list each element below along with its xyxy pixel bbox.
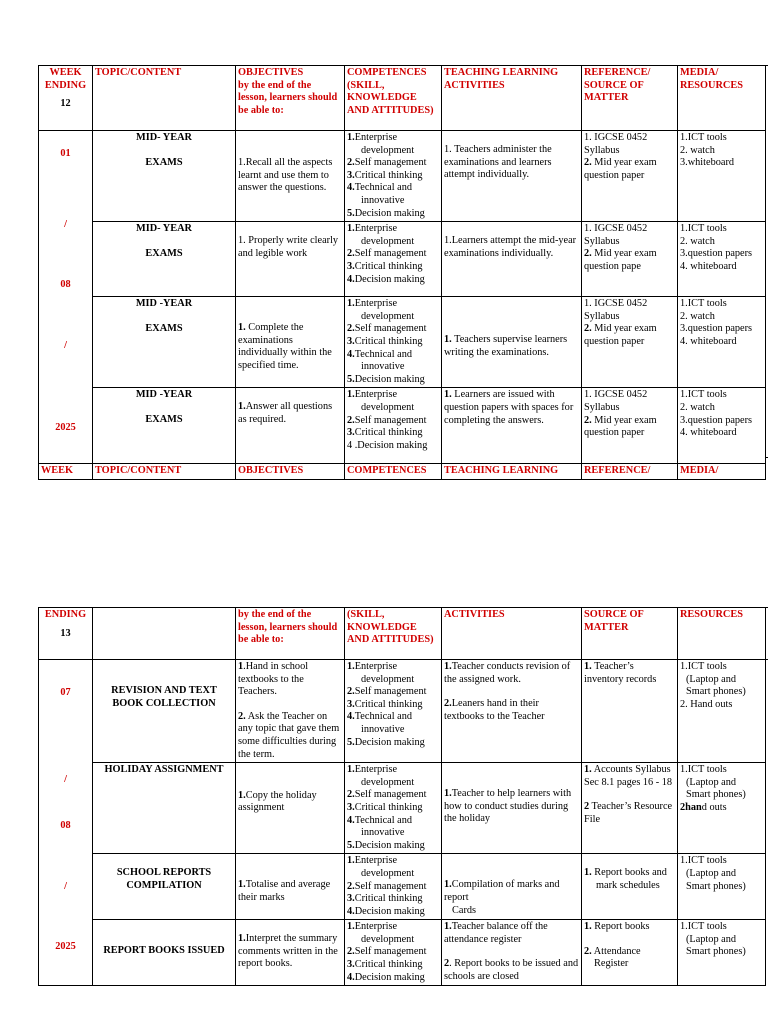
cell-text: 3.whiteboard xyxy=(680,157,735,169)
cell-text: Mid year exam question pape xyxy=(584,248,657,272)
media-cell xyxy=(678,222,766,297)
date-year: 2025 xyxy=(55,941,76,953)
cell-text: 2. xyxy=(347,946,355,958)
cell-text: Teacher to help learners with how to conduct studies during the holiday xyxy=(444,788,572,825)
cell-text: 5. xyxy=(347,373,355,385)
cell-text: 1. xyxy=(347,661,355,672)
activities-header: ACTIVITIES xyxy=(442,608,582,660)
cell-text: SCHOOL REPORTS COMPILATION xyxy=(116,867,212,891)
cell-text: Enterprise xyxy=(354,764,398,776)
cell-text: Report books xyxy=(591,921,650,933)
reference-cell xyxy=(582,854,678,920)
week-ending-header xyxy=(39,66,93,131)
cell-text: 4. xyxy=(347,814,355,826)
competences-subtitle: (SKILL, KNOWLEDGE AND ATTITUDES) xyxy=(347,79,434,116)
competences-title: COMPETENCES xyxy=(347,67,427,78)
cell-text: 4. whiteboard xyxy=(680,427,737,439)
cell-text: Teachers supervise learners writing the examinations. xyxy=(444,334,568,358)
cell-text: 2. watch xyxy=(680,401,715,413)
cell-text: 4. xyxy=(347,182,355,194)
activities-header: TEACHING LEARNING xyxy=(442,464,582,480)
cell-text: 1.ICT tools xyxy=(680,855,727,867)
cell-text: 1. xyxy=(584,661,592,672)
cell-text: Teacher balance off the attendance register xyxy=(444,921,548,945)
reference-cell xyxy=(582,297,678,388)
cell-text: development xyxy=(361,144,415,156)
cell-text: Self management xyxy=(354,414,427,426)
cell-text: development xyxy=(361,933,415,945)
topic-line: MID- YEAR xyxy=(136,132,192,143)
cell-text: Decision making xyxy=(354,971,425,983)
cell-text: 1. xyxy=(347,855,355,867)
topic-cell xyxy=(93,854,236,920)
cell-text: Critical thinking xyxy=(354,698,423,710)
topic-line: EXAMS xyxy=(145,156,183,168)
objective-cell xyxy=(236,854,345,920)
cell-text: 1. xyxy=(238,879,246,891)
cell-text: Smart phones) xyxy=(686,946,746,958)
cell-text: Enterprise xyxy=(354,855,398,867)
objective-text: 1.Recall all the aspects learnt and use them to answer the questions. xyxy=(238,157,333,194)
objectives-subtitle: by the end of the lesson, learners should be able to: xyxy=(238,79,338,116)
cell-text: 2. xyxy=(347,880,355,892)
date-separator: / xyxy=(64,218,67,230)
cell-text: Critical thinking xyxy=(354,801,423,813)
reference-cell xyxy=(582,660,678,763)
cell-text: 1.ICT tools xyxy=(680,764,727,776)
topic-header: TOPIC/CONTENT xyxy=(93,464,236,480)
activity-cell xyxy=(442,388,582,464)
cell-text: 2 xyxy=(444,958,450,970)
cell-text: 4. whiteboard xyxy=(680,335,737,347)
competences-header xyxy=(345,66,442,131)
cell-text: 2. xyxy=(584,157,592,169)
media-cell xyxy=(678,854,766,920)
table-row xyxy=(39,131,766,222)
cell-text: (Laptop and xyxy=(686,673,737,685)
reference-cell xyxy=(582,763,678,854)
date-month: 08 xyxy=(60,820,71,832)
table-row xyxy=(39,660,766,763)
cell-text: development xyxy=(361,235,415,247)
media-cell xyxy=(678,297,766,388)
reference-header: REFERENCE/ SOURCE OF MATTER xyxy=(582,66,678,131)
media-cell xyxy=(678,920,766,986)
activity-cell xyxy=(442,920,582,986)
cell-text: MID- YEAR xyxy=(136,223,192,235)
cell-text: Self management xyxy=(354,880,427,892)
cell-text: 2. Hand outs xyxy=(680,698,733,710)
cell-text: 1. xyxy=(238,789,246,801)
competences-header: COMPETENCES xyxy=(345,464,442,480)
cell-text: Accounts Syllabus Sec 8.1 pages 16 - 18 xyxy=(584,764,673,788)
cell-text: REVISION AND TEXT BOOK COLLECTION xyxy=(111,685,217,709)
topic-cell xyxy=(93,763,236,854)
cell-text: 1. xyxy=(584,867,592,879)
table-row xyxy=(39,388,766,464)
cell-text: 1. xyxy=(347,223,355,235)
cell-text: Mid year exam question paper xyxy=(584,323,657,347)
reference-cell xyxy=(582,131,678,222)
cell-text: 2. xyxy=(584,248,592,260)
cell-text: Critical thinking xyxy=(354,335,423,347)
cell-text: Smart phones) xyxy=(686,880,746,892)
cell-text: 2. xyxy=(347,157,355,169)
cell-text: (Laptop and xyxy=(686,867,737,879)
cell-text: Mid year exam question paper xyxy=(584,414,657,439)
cell-text: d outs xyxy=(701,801,727,813)
cell-text: 4. xyxy=(347,711,355,723)
objectives-header: OBJECTIVES xyxy=(236,464,345,480)
media-header: MEDIA/ xyxy=(678,464,766,480)
cell-text: 3. xyxy=(347,698,355,710)
cell-text: development xyxy=(361,673,415,685)
date-day: 01 xyxy=(60,148,71,159)
date-month: 08 xyxy=(60,279,71,291)
cell-text: Technical and xyxy=(354,182,413,194)
cell-text: Critical thinking xyxy=(354,893,423,905)
cell-text: 3. xyxy=(347,335,355,347)
cell-text: 1. xyxy=(347,132,355,143)
cell-text: 3.question papers xyxy=(680,323,753,335)
cell-text: Teacher’s inventory records xyxy=(584,661,657,685)
table-row xyxy=(39,763,766,854)
week-number: 13 xyxy=(60,627,71,639)
cell-text: 1. xyxy=(347,921,355,933)
cell-text: Technical and xyxy=(354,711,413,723)
week-ending-label: ENDING xyxy=(44,609,87,620)
date-separator: / xyxy=(64,880,67,892)
cell-text: Interpret the summary comments written in the report books. xyxy=(238,933,338,970)
media-cell xyxy=(678,660,766,763)
cell-text: Enterprise xyxy=(354,661,398,672)
cell-text: Report books and xyxy=(591,867,667,879)
cell-text: Learners are issued with question papers with spaces for completing the answers. xyxy=(444,389,574,426)
activities-header: TEACHING LEARNING ACTIVITIES xyxy=(442,66,582,131)
objectives-header xyxy=(236,66,345,131)
cell-text: Self management xyxy=(354,323,427,335)
cell-text: 1 xyxy=(238,661,244,672)
activity-text: 1. Teachers administer the examinations and learners attempt individually. xyxy=(444,144,552,181)
cell-text: Ask the Teacher on any topic that gave them some difficulties during the term. xyxy=(238,710,340,760)
cell-text: Self management xyxy=(354,248,427,260)
cell-text: 2. xyxy=(347,323,355,335)
cell-text: Critical thinking xyxy=(354,169,423,181)
cell-text: 1. xyxy=(238,322,246,334)
cell-text: 3. xyxy=(347,169,355,181)
repeat-header-row xyxy=(39,464,766,480)
cell-text: 1.ICT tools xyxy=(680,921,727,933)
cell-text: development xyxy=(361,401,415,413)
competences-cell xyxy=(345,660,442,763)
cell-text: 4. whiteboard xyxy=(680,260,737,272)
scheme-table-week-13 xyxy=(38,607,766,986)
cell-text: Decision making xyxy=(357,439,428,451)
cell-text: 1. xyxy=(444,879,452,891)
media-cell xyxy=(678,388,766,464)
activity-cell xyxy=(442,131,582,222)
date-day: 07 xyxy=(60,687,71,698)
cell-text: Technical and xyxy=(354,348,413,360)
cell-text: Decision making xyxy=(354,905,425,917)
objectives-subtitle: by the end of the lesson, learners should be able to: xyxy=(236,608,345,660)
cell-text: Decision making xyxy=(354,736,425,748)
cell-text: Teacher’s Resource File xyxy=(584,801,673,825)
objective-cell xyxy=(236,920,345,986)
date-year: 2025 xyxy=(55,422,76,434)
media-cell xyxy=(678,131,766,222)
cell-text: 5. xyxy=(347,736,355,748)
cell-text: innovative xyxy=(361,827,405,839)
cell-text: mark schedules xyxy=(596,879,660,891)
cell-text: EXAMS xyxy=(145,322,183,334)
cell-text: Self management xyxy=(354,946,427,958)
cell-text: 2. xyxy=(584,414,592,426)
cell-text: (Laptop and xyxy=(686,933,737,945)
objective-cell xyxy=(236,763,345,854)
cell-text: EXAMS xyxy=(145,413,183,425)
cell-text: 1.ICT tools xyxy=(680,389,727,401)
activity-cell xyxy=(442,763,582,854)
cell-text: 1. xyxy=(444,788,452,800)
media-header: MEDIA/ RESOURCES xyxy=(678,66,766,131)
cell-text: 2. xyxy=(347,248,355,260)
week-ending-label: WEEK ENDING xyxy=(44,67,87,91)
reference-cell xyxy=(582,222,678,297)
cell-text: Cards xyxy=(452,904,477,916)
cell-text: innovative xyxy=(361,723,405,735)
reference-header: SOURCE OF MATTER xyxy=(582,608,678,660)
competences-cell xyxy=(345,297,442,388)
cell-text: innovative xyxy=(361,361,405,373)
cell-text: Complete the examinations individually within the specified time. xyxy=(238,322,332,371)
table-row xyxy=(39,920,766,986)
competences-cell xyxy=(345,222,442,297)
cell-text: Critical thinking xyxy=(354,959,423,971)
competences-cell xyxy=(345,920,442,986)
cell-text: development xyxy=(361,310,415,322)
activity-cell xyxy=(442,660,582,763)
cell-text: MID -YEAR xyxy=(135,298,193,310)
week-date-cell xyxy=(39,131,93,464)
topic-header xyxy=(93,608,236,660)
reference-header: REFERENCE/ xyxy=(582,464,678,480)
competences-subtitle: (SKILL, KNOWLEDGE AND ATTITUDES) xyxy=(345,608,442,660)
cell-text: 1. xyxy=(584,921,592,933)
cell-text: 2. watch xyxy=(680,310,715,322)
cell-text: 3.question papers xyxy=(680,414,753,426)
media-cell xyxy=(678,763,766,854)
date-separator: / xyxy=(64,339,67,351)
cell-text: 5. xyxy=(347,207,355,219)
cell-text: 1. xyxy=(444,389,452,401)
activity-cell xyxy=(442,297,582,388)
cell-text: 2 xyxy=(584,801,590,813)
cell-text: Decision making xyxy=(354,839,425,851)
topic-cell xyxy=(93,131,236,222)
activity-cell xyxy=(442,222,582,297)
cell-text: 2. xyxy=(347,789,355,801)
cell-text: 1.ICT tools xyxy=(680,132,727,143)
cell-text: (Laptop and xyxy=(686,776,737,788)
cell-text: 2. watch xyxy=(680,144,715,156)
cell-text: 3.question papers xyxy=(680,248,753,260)
cell-text: 4. xyxy=(347,348,355,360)
cell-text: development xyxy=(361,867,415,879)
cell-text: Critical thinking xyxy=(354,427,423,439)
cell-text: 1. xyxy=(347,389,355,401)
cell-text: 1. xyxy=(444,661,452,672)
scheme-table-week-12 xyxy=(38,65,766,480)
week-header: WEEK xyxy=(39,464,93,480)
cell-text: 1. IGCSE 0452 Syllabus xyxy=(584,223,648,247)
cell-text: 1. xyxy=(444,334,452,346)
cell-text: 1. xyxy=(347,764,355,776)
cell-text: Decision making xyxy=(354,273,425,285)
table-row xyxy=(39,297,766,388)
topic-cell xyxy=(93,222,236,297)
cell-text: 1. xyxy=(238,933,246,945)
cell-text: Technical and xyxy=(354,814,413,826)
cell-text: Mid year exam question paper xyxy=(584,157,657,181)
cell-text: Compilation of marks and report xyxy=(444,879,560,903)
cell-text: 3. xyxy=(347,893,355,905)
cell-text: 2. xyxy=(444,698,452,710)
cell-text: Enterprise xyxy=(354,389,398,401)
cell-text: 2. xyxy=(347,686,355,698)
cell-text: Critical thinking xyxy=(354,260,423,272)
cell-text: 3. xyxy=(347,427,355,439)
cell-text: 3. xyxy=(347,260,355,272)
cell-text: innovative xyxy=(361,194,405,206)
table-row xyxy=(39,854,766,920)
cell-text: Self management xyxy=(354,686,427,698)
cell-text: 1. IGCSE 0452 Syllabus xyxy=(584,132,648,156)
cell-text: Self management xyxy=(354,157,427,169)
cell-text: 2. xyxy=(238,710,246,722)
header-row xyxy=(39,66,766,131)
cell-text: Copy the holiday assignment xyxy=(238,789,317,814)
date-separator: / xyxy=(64,773,67,785)
topic-cell xyxy=(93,660,236,763)
media-header: RESOURCES xyxy=(678,608,766,660)
objective-cell xyxy=(236,388,345,464)
cell-text: 2. xyxy=(584,945,592,957)
competences-cell xyxy=(345,388,442,464)
objective-cell xyxy=(236,222,345,297)
objective-cell xyxy=(236,297,345,388)
activity-cell xyxy=(442,854,582,920)
cell-text: 1.ICT tools xyxy=(680,223,727,235)
cell-text: HOLIDAY ASSIGNMENT xyxy=(104,764,224,776)
cell-text: 1. xyxy=(238,401,246,413)
topic-header: TOPIC/CONTENT xyxy=(93,66,236,131)
cell-text: Decision making xyxy=(354,207,425,219)
cell-text: Enterprise xyxy=(354,921,398,933)
competences-cell xyxy=(345,131,442,222)
cell-text: Enterprise xyxy=(354,223,398,235)
cell-text: Leaners hand in their textbooks to the Teacher xyxy=(444,698,545,722)
cell-text: 2han xyxy=(680,801,702,813)
week-ending-header xyxy=(39,608,93,660)
reference-cell xyxy=(582,920,678,986)
cell-text: 2. xyxy=(347,414,355,426)
cell-text: 2. xyxy=(584,323,592,335)
cell-text: .Hand in school textbooks to the Teachers. xyxy=(238,661,309,698)
cell-text: Answer all questions as required. xyxy=(238,401,333,425)
cell-text: 3. xyxy=(347,959,355,971)
cell-text: 1. IGCSE 0452 Syllabus xyxy=(584,298,648,322)
cell-text: REPORT BOOKS ISSUED xyxy=(103,945,225,957)
cell-text: . Report books to be issued and schools are closed xyxy=(444,958,579,983)
cell-text: 4. xyxy=(347,905,355,917)
cell-text: 1. xyxy=(584,764,592,776)
cell-text: 3. xyxy=(347,801,355,813)
table-row xyxy=(39,222,766,297)
topic-cell xyxy=(93,388,236,464)
cell-text: Enterprise xyxy=(354,132,398,143)
cell-text: 1. xyxy=(347,298,355,310)
cell-text: MID -YEAR xyxy=(135,389,193,401)
cell-text: 1.ICT tools xyxy=(680,661,727,672)
cell-text: 4. xyxy=(347,273,355,285)
cell-text: development xyxy=(361,776,415,788)
cell-text: 4. xyxy=(347,971,355,983)
cell-text: EXAMS xyxy=(145,247,183,259)
cell-text: Self management xyxy=(354,789,427,801)
cell-text: 1. IGCSE 0452 Syllabus xyxy=(584,389,648,413)
cell-text: 2. watch xyxy=(680,235,715,247)
cell-text: 1.ICT tools xyxy=(680,298,727,310)
cell-text: Totalise and average their marks xyxy=(238,879,331,903)
cell-text: 1. Properly write clearly and legible work xyxy=(238,235,339,259)
week-date-cell xyxy=(39,660,93,986)
header-row xyxy=(39,608,766,660)
cell-text: Register xyxy=(594,958,629,970)
objectives-title: OBJECTIVES xyxy=(238,67,304,78)
cell-text: Teacher conducts revision of the assigned work. xyxy=(444,661,571,685)
cell-text: Enterprise xyxy=(354,298,398,310)
cell-text: Decision making xyxy=(354,373,425,385)
cell-text: 5. xyxy=(347,839,355,851)
cell-text: Smart phones) xyxy=(686,789,746,801)
cell-text: Smart phones) xyxy=(686,686,746,698)
reference-cell xyxy=(582,388,678,464)
competences-cell xyxy=(345,854,442,920)
objective-cell xyxy=(236,660,345,763)
objective-cell xyxy=(236,131,345,222)
cell-text: 4 . xyxy=(347,439,358,451)
cell-text: 1.Learners attempt the mid-year examinations individually. xyxy=(444,235,577,259)
competences-cell xyxy=(345,763,442,854)
topic-cell xyxy=(93,297,236,388)
week-number: 12 xyxy=(60,98,71,110)
cell-text: 1. xyxy=(444,921,452,933)
topic-cell xyxy=(93,920,236,986)
cell-text: Attendance xyxy=(591,945,641,957)
